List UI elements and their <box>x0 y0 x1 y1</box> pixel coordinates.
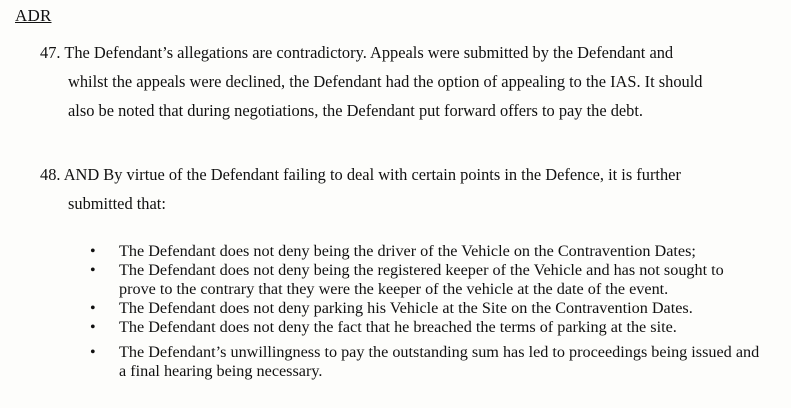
paragraph-47-line-2: whilst the appeals were declined, the Defendant had the option of appealing to the IAS. It should <box>68 72 703 91</box>
list-item <box>90 343 762 381</box>
bullet-text: The Defendant does not deny being the registered keeper of the Vehicle and has not sought to prove to the contrary that they were the keeper of the vehicle at the date of the event. <box>119 261 724 298</box>
bullet-text: The Defendant does not deny the fact that he breached the terms of parking at the site. <box>119 318 677 336</box>
paragraph-47-text-1: The Defendant’s allegations are contradictory. Appeals were submitted by the Defendant and <box>64 43 674 62</box>
paragraph-48-number: 48. <box>40 165 61 184</box>
bullet-icon: • <box>90 300 96 317</box>
paragraph-47-line-3: also be noted that during negotiations, the Defendant put forward offers to pay the debt. <box>68 101 644 120</box>
paragraph-48-text-1: AND By virtue of the Defendant failing to deal with certain points in the Defence, it is further <box>63 165 681 184</box>
bullet-text: The Defendant does not deny being the driver of the Vehicle on the Contravention Dates; <box>119 242 696 260</box>
bullet-icon: • <box>90 262 96 279</box>
paragraph-48 <box>40 160 762 218</box>
paragraph-48-line-2: submitted that: <box>68 194 166 213</box>
paragraph-47-line-1 <box>40 38 762 67</box>
list-item <box>90 318 762 337</box>
list-item <box>90 261 762 299</box>
bullet-icon: • <box>90 344 96 361</box>
bullet-text: The Defendant’s unwillingness to pay the outstanding sum has led to proceedings being issued and a final hearing being necessary. <box>119 343 760 380</box>
bullet-icon: • <box>90 319 96 336</box>
paragraph-47 <box>40 38 762 125</box>
section-heading: ADR <box>15 6 52 25</box>
paragraph-47-number: 47. <box>40 43 61 62</box>
list-item <box>90 242 762 261</box>
list-item <box>90 299 762 318</box>
bullet-icon: • <box>90 243 96 260</box>
bullet-list <box>90 242 762 381</box>
bullet-text: The Defendant does not deny parking his Vehicle at the Site on the Contravention Dates. <box>119 299 693 317</box>
paragraph-48-line-1 <box>40 160 762 189</box>
